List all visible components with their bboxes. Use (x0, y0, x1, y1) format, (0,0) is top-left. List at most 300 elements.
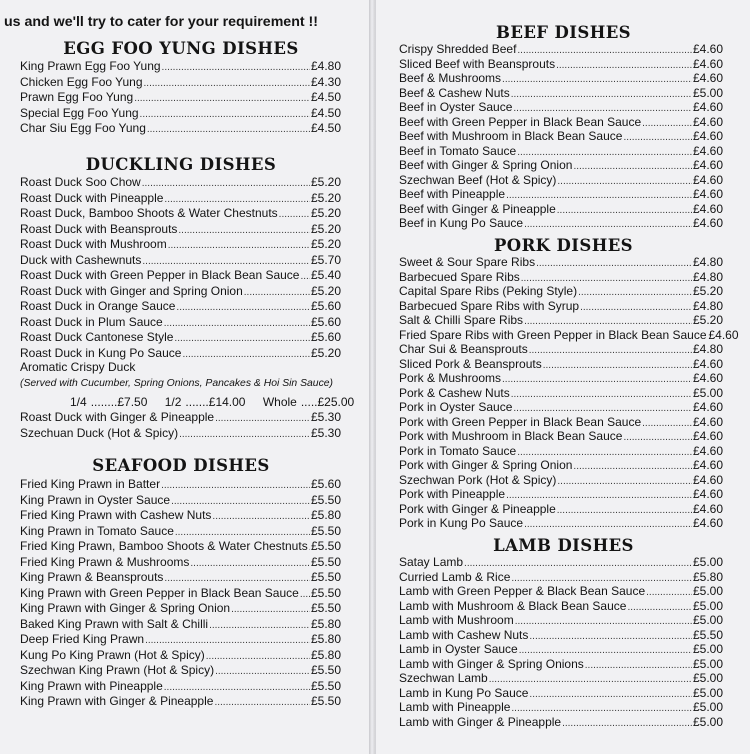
menu-item-name: King Prawn in Tomato Sauce (20, 523, 174, 538)
menu-item (399, 400, 723, 415)
menu-item (399, 216, 723, 231)
menu-item-name: King Prawn with Ginger & Spring Onion (20, 601, 231, 615)
menu-item (20, 237, 341, 253)
menu-item (20, 90, 341, 106)
menu-item (20, 555, 341, 571)
menu-item (20, 121, 341, 137)
dot-leader (502, 73, 692, 88)
menu-item-price: £5.20 (310, 283, 341, 298)
menu-item-name: Deep Fried King Prawn (20, 632, 145, 646)
menu-item-name: King Prawn with Green Pepper in Black Bean Sauce (20, 585, 299, 600)
menu-item (20, 59, 341, 75)
menu-item-name: Szechuan Duck (Hot & Spicy) (20, 425, 179, 440)
menu-item-name: Pork & Mushrooms (399, 371, 502, 385)
menu-item (399, 57, 723, 72)
menu-item (399, 371, 723, 386)
menu-item-price: £4.60 (692, 501, 723, 516)
dot-leader (557, 475, 692, 490)
menu-item (399, 327, 739, 343)
dot-leader (179, 427, 310, 443)
menu-item-name: Beef in Kung Po Sauce (399, 216, 524, 230)
menu-item-name: Char Sui & Beansprouts (399, 342, 528, 356)
menu-item (20, 617, 341, 633)
menu-item-price: £5.00 (692, 584, 723, 598)
menu-item-price: £4.60 (692, 42, 723, 56)
pork-list (399, 255, 739, 531)
menu-item-name: Barbecued Spare Ribs with Syrup (399, 298, 580, 313)
menu-item-price: £4.60 (692, 158, 723, 172)
dot-leader (573, 460, 692, 475)
dot-leader (215, 664, 310, 680)
menu-item-price: £4.60 (692, 129, 723, 143)
dot-leader (168, 238, 310, 254)
menu-item-name: Pork with Pineapple (399, 487, 506, 501)
menu-item-price: £5.50 (310, 663, 341, 677)
menu-item (399, 657, 723, 672)
menu-item-name: Pork with Ginger & Pineapple (399, 501, 556, 516)
dot-leader (279, 207, 310, 223)
menu-item-price: £5.80 (310, 616, 341, 631)
quarter-label: 1/4 (70, 395, 87, 409)
menu-item (399, 284, 723, 299)
menu-item (20, 663, 341, 679)
dot-leader (556, 59, 692, 74)
menu-item-name: Char Siu Egg Foo Yung (20, 121, 146, 135)
menu-item-price: £4.80 (692, 269, 723, 284)
dot-leader (212, 509, 310, 525)
menu-item (399, 700, 723, 715)
menu-item (20, 632, 341, 648)
menu-item (20, 346, 341, 362)
menu-item-price: £4.60 (692, 414, 723, 429)
dot-leader (524, 518, 692, 533)
menu-item-name: Special Egg Foo Yung (20, 105, 139, 120)
menu-item-name: Beef with Pineapple (399, 187, 506, 201)
menu-item (399, 313, 723, 328)
menu-item-name: King Prawn in Oyster Sauce (20, 492, 171, 507)
menu-item (399, 487, 723, 502)
menu-item-price: £5.20 (310, 345, 341, 360)
menu-item (20, 299, 341, 315)
menu-item-name: King Prawn with Ginger & Pineapple (20, 694, 214, 708)
menu-item-name: Baked King Prawn with Salt & Chilli (20, 616, 209, 631)
menu-item-price: £4.60 (692, 443, 723, 458)
menu-item (20, 191, 341, 207)
dot-leader (543, 359, 692, 374)
dot-leader (174, 331, 310, 347)
menu-item-name: Fried Spare Ribs with Green Pepper in Black Bean Sauce (399, 327, 707, 342)
menu-item (399, 71, 723, 86)
menu-item (20, 410, 341, 426)
menu-item (399, 173, 723, 188)
menu-item-price: £5.20 (310, 175, 341, 189)
dot-leader (140, 107, 310, 123)
menu-item-price: £5.00 (692, 656, 723, 671)
dot-leader (142, 176, 310, 192)
menu-item (399, 129, 723, 144)
menu-item-name: Lamb in Kung Po Sauce (399, 685, 529, 700)
menu-item-price: £5.50 (310, 678, 341, 693)
menu-item (399, 255, 723, 270)
menu-item-price: £5.00 (692, 555, 723, 569)
dot-leader (511, 88, 692, 103)
catering-banner: us and we'll try to cater for your requirement !! (4, 14, 318, 30)
menu-right-page (375, 0, 750, 754)
dot-leader (642, 417, 692, 432)
menu-item (399, 444, 723, 459)
menu-item (399, 187, 723, 202)
menu-item-name: Lamb with Green Pepper & Black Bean Sauce (399, 584, 646, 598)
menu-item-price: £5.00 (692, 85, 723, 100)
duckling-list (20, 175, 341, 361)
dot-leader (178, 223, 310, 239)
menu-item-name: Chicken Egg Foo Yung (20, 74, 143, 89)
menu-item-name: Fried King Prawn with Cashew Nuts (20, 508, 212, 522)
menu-item (20, 330, 341, 346)
menu-item-price: £5.20 (310, 190, 341, 205)
dot-leader (529, 688, 692, 703)
menu-item-price: £5.00 (692, 385, 723, 400)
menu-item (399, 473, 723, 488)
menu-item (20, 539, 341, 555)
menu-item-name: Roast Duck with Ginger & Pineapple (20, 410, 215, 424)
menu-item-price: £5.50 (310, 570, 341, 584)
menu-item-name: Roast Duck Cantonese Style (20, 330, 174, 344)
menu-item-price: £4.60 (692, 371, 723, 385)
menu-item (20, 315, 341, 331)
menu-item (20, 586, 341, 602)
seafood-title: SEAFOOD DISHES (92, 456, 270, 475)
pork-title: PORK DISHES (493, 236, 633, 255)
menu-item-name: Roast Duck, Bamboo Shoots & Water Chestnuts (20, 206, 278, 220)
dot-leader (171, 494, 310, 510)
menu-item (399, 555, 723, 570)
menu-item (399, 628, 723, 643)
menu-item-name: Beef & Mushrooms (399, 71, 502, 85)
menu-item-price: £4.60 (692, 143, 723, 158)
menu-item (20, 75, 341, 91)
menu-item-price: £5.50 (310, 694, 341, 708)
menu-item-price: £5.80 (692, 569, 723, 584)
menu-item-name: King Prawn Egg Foo Yung (20, 59, 161, 73)
menu-item-name: Pork & Cashew Nuts (399, 385, 510, 400)
menu-item-price: £5.60 (310, 330, 341, 344)
dot-leader (145, 633, 310, 649)
menu-item-name: Sliced Pork & Beansprouts (399, 356, 542, 371)
menu-item (399, 100, 723, 115)
menu-item-name: King Prawn with Pineapple (20, 678, 163, 693)
dot-leader (215, 411, 310, 427)
menu-item (399, 599, 723, 614)
menu-item-name: Beef in Tomato Sauce (399, 143, 517, 158)
menu-item (399, 613, 723, 628)
menu-item-name: Szechwan Pork (Hot & Spicy) (399, 472, 557, 487)
dot-leader (164, 571, 310, 587)
menu-item (399, 386, 723, 401)
menu-item-price: £5.60 (310, 314, 341, 329)
menu-item-name: Beef with Green Pepper in Black Bean Sauce (399, 114, 642, 129)
menu-item (20, 570, 341, 586)
menu-item-name: Satay Lamb (399, 555, 464, 569)
menu-item-name: Szechwan Lamb (399, 671, 488, 685)
menu-item-name: Lamb with Mushroom & Black Bean Sauce (399, 598, 627, 613)
menu-item (20, 175, 341, 191)
menu-item-name: Capital Spare Ribs (Peking Style) (399, 284, 578, 298)
menu-item-name: Beef with Mushroom in Black Bean Sauce (399, 129, 623, 143)
menu-item (20, 284, 341, 300)
dot-leader (164, 316, 310, 332)
half-price: £14.00 (208, 395, 246, 409)
dot-leader (162, 60, 310, 76)
dot-leader (209, 618, 310, 634)
dot-leader (175, 525, 310, 541)
quarter-price: £7.50 (117, 395, 148, 409)
menu-item-name: Szechwan King Prawn (Hot & Spicy) (20, 663, 215, 677)
menu-item-name: Roast Duck with Beansprouts (20, 221, 178, 236)
menu-item-price: £5.70 (310, 252, 341, 267)
menu-item-name: Roast Duck in Orange Sauce (20, 299, 176, 313)
aromatic-duck-block (20, 360, 341, 376)
menu-item-name: Roast Duck in Plum Sauce (20, 314, 163, 329)
lamb-list (399, 555, 723, 729)
whole-price: £25.00 (317, 395, 355, 409)
menu-item-price: £4.60 (692, 472, 723, 487)
menu-item-price: £4.80 (310, 59, 341, 73)
dot-leader (164, 680, 310, 696)
menu-item-price: £5.00 (692, 714, 723, 729)
menu-item-price: £5.80 (310, 632, 341, 646)
dot-leader (164, 192, 310, 208)
menu-item (20, 524, 341, 540)
menu-item (399, 415, 723, 430)
dot-leader (573, 160, 692, 175)
menu-item-price: £4.60 (692, 100, 723, 114)
dot-leader (623, 431, 692, 446)
menu-item-name: Pork with Mushroom in Black Bean Sauce (399, 429, 623, 443)
menu-item-name: Roast Duck with Green Pepper in Black Bean Sauce (20, 268, 300, 282)
menu-item-price: £5.30 (310, 425, 341, 440)
menu-item-name: Fried King Prawn, Bamboo Shoots & Water Chestnuts (20, 539, 308, 553)
menu-item (20, 106, 341, 122)
menu-item (399, 158, 723, 173)
aromatic-duck-note: (Served with Cucumber, Spring Onions, Pancakes & Hoi Sin Sauce) (20, 378, 334, 389)
whole-label: Whole (262, 395, 297, 409)
menu-item (399, 270, 723, 285)
menu-item-price: £5.40 (310, 268, 341, 282)
menu-item-name: Lamb with Ginger & Pineapple (399, 714, 562, 729)
menu-item-price: £4.60 (692, 429, 723, 443)
dot-leader (214, 695, 310, 711)
menu-item-name: Roast Duck in Kung Po Sauce (20, 345, 182, 360)
menu-item-price: £5.00 (692, 700, 723, 714)
dot-leader (309, 540, 310, 556)
menu-item (399, 299, 723, 314)
menu-item-price: £5.00 (692, 671, 723, 685)
menu-item-price: £4.60 (692, 187, 723, 201)
menu-item-price: £5.30 (310, 410, 341, 424)
menu-item (20, 253, 341, 269)
menu-item-price: £5.80 (310, 647, 341, 662)
menu-item-price: £4.60 (708, 327, 739, 342)
menu-item-name: Pork with Green Pepper in Black Bean Sauce (399, 414, 642, 429)
dot-leader (244, 285, 310, 301)
dot-leader (206, 649, 310, 665)
dot-leader (529, 630, 692, 645)
dot-leader (144, 76, 310, 92)
menu-item-name: Pork in Oyster Sauce (399, 400, 513, 414)
aromatic-duck-name: Aromatic Crispy Duck (20, 360, 136, 374)
menu-item-price: £5.50 (310, 585, 341, 600)
dot-leader (502, 373, 692, 388)
seafood-list (20, 477, 341, 710)
menu-item (20, 268, 341, 284)
menu-item (399, 642, 723, 657)
menu-item (20, 679, 341, 695)
menu-item (399, 342, 723, 357)
menu-item-price: £4.60 (692, 458, 723, 472)
menu-item-name: Sliced Beef with Beansprouts (399, 56, 556, 71)
menu-item-price: £5.00 (692, 613, 723, 627)
menu-item-name: Sweet & Sour Spare Ribs (399, 255, 536, 269)
menu-item-price: £5.50 (310, 492, 341, 507)
menu-item-price: £4.60 (692, 487, 723, 501)
dot-leader (642, 117, 692, 132)
menu-item (399, 86, 723, 101)
menu-item-price: £4.60 (692, 356, 723, 371)
menu-item (399, 357, 723, 372)
menu-item-price: £5.20 (310, 206, 341, 220)
menu-item (399, 516, 723, 531)
dot-leader (627, 601, 692, 616)
menu-item (399, 429, 723, 444)
menu-item (399, 458, 723, 473)
menu-item-name: Pork with Ginger & Spring Onion (399, 458, 573, 472)
menu-item-price: £4.50 (310, 121, 341, 135)
menu-item (399, 584, 723, 599)
dot-leader (623, 131, 692, 146)
dot-leader (300, 269, 309, 285)
menu-item-name: Lamb with Cashew Nuts (399, 627, 529, 642)
dot-leader (557, 204, 692, 219)
menu-item-name: Roast Duck with Pineapple (20, 190, 164, 205)
menu-item-name: Barbecued Spare Ribs (399, 269, 520, 284)
menu-item-price: £5.20 (692, 284, 723, 298)
menu-item-price: £4.60 (692, 172, 723, 187)
menu-item (20, 493, 341, 509)
menu-item-name: Roast Duck Soo Chow (20, 175, 141, 189)
menu-item-price: £5.20 (310, 221, 341, 236)
menu-item (20, 648, 341, 664)
dot-leader (300, 587, 310, 603)
menu-item (20, 206, 341, 222)
menu-item (20, 694, 341, 710)
menu-item (399, 144, 723, 159)
menu-item-price: £4.80 (692, 342, 723, 356)
dot-leader (646, 586, 692, 601)
egg-foo-yung-title: EGG FOO YUNG DISHES (63, 39, 299, 58)
dot-leader (142, 254, 310, 270)
duckling-list-extra (20, 410, 341, 441)
dot-leader (529, 344, 692, 359)
menu-item-price: £5.00 (692, 642, 723, 656)
dot-leader (562, 717, 692, 732)
menu-item (20, 477, 341, 493)
dot-leader (161, 478, 310, 494)
menu-item-name: Lamb with Ginger & Spring Onions (399, 656, 584, 671)
dot-leader (557, 175, 692, 190)
menu-item-name: Kung Po King Prawn (Hot & Spicy) (20, 647, 205, 662)
menu-item-name: Pork in Kung Po Sauce (399, 516, 524, 530)
menu-item (399, 671, 723, 686)
menu-item (20, 601, 341, 617)
dot-leader (147, 122, 310, 138)
menu-item-name: Prawn Egg Foo Yung (20, 90, 134, 104)
menu-item-price: £4.30 (310, 74, 341, 89)
menu-item-price: £4.50 (310, 105, 341, 120)
menu-item-name: Pork in Tomato Sauce (399, 443, 517, 458)
menu-item-price: £5.50 (310, 554, 341, 569)
menu-item-price: £4.50 (310, 90, 341, 104)
menu-item-price: £4.80 (692, 298, 723, 313)
menu-item-price: £4.60 (692, 400, 723, 414)
menu-item (20, 426, 341, 442)
menu-item-name: Fried King Prawn in Batter (20, 477, 161, 491)
menu-item-price: £5.50 (310, 539, 341, 553)
menu-item-name: Duck with Cashewnuts (20, 252, 142, 267)
dot-leader (536, 257, 692, 272)
menu-item-price: £5.20 (692, 313, 723, 327)
menu-item-price: £4.60 (692, 71, 723, 85)
menu-item-price: £4.60 (692, 114, 723, 129)
menu-item-name: Curried Lamb & Rice (399, 569, 511, 584)
dot-leader (515, 615, 692, 630)
menu-item-price: £5.20 (310, 237, 341, 251)
duckling-title: DUCKLING DISHES (85, 155, 277, 174)
egg-foo-yung-list (20, 59, 341, 137)
menu-item-name: Lamb with Pineapple (399, 700, 511, 714)
menu-item (399, 202, 723, 217)
lamb-title: LAMB DISHES (493, 536, 634, 555)
dot-leader (524, 218, 692, 233)
menu-item-price: £4.80 (692, 255, 723, 269)
menu-item-name: Lamb with Mushroom (399, 613, 514, 627)
menu-item-name: Beef with Ginger & Spring Onion (399, 158, 573, 172)
menu-item-price: £5.80 (310, 508, 341, 522)
menu-item-price: £4.60 (692, 216, 723, 230)
menu-item-price: £5.60 (310, 477, 341, 491)
menu-item-name: Roast Duck with Ginger and Spring Onion (20, 283, 243, 298)
menu-item-name: Fried King Prawn & Mushrooms (20, 554, 190, 569)
menu-item (399, 115, 723, 130)
menu-item (399, 686, 723, 701)
menu-item-price: £5.50 (692, 627, 723, 642)
dot-leader (511, 388, 692, 403)
menu-item-name: Roast Duck with Mushroom (20, 237, 167, 251)
menu-item (399, 715, 723, 730)
menu-item-price: £5.50 (310, 601, 341, 615)
menu-item-price: £4.60 (692, 56, 723, 71)
dot-leader (580, 301, 692, 316)
menu-left-page (0, 0, 370, 754)
menu-item-price: £5.00 (692, 685, 723, 700)
menu-item (399, 502, 723, 517)
dot-leader (231, 602, 310, 618)
menu-item-price: £5.60 (310, 299, 341, 313)
aromatic-duck-portions: 1/4 ........£7.50 1/2 .......£14.00 Whole .....£25.00 (70, 395, 355, 409)
menu-item-price: £5.00 (692, 598, 723, 613)
menu-item-name: Beef & Cashew Nuts (399, 85, 510, 100)
menu-item-name: Beef in Oyster Sauce (399, 100, 513, 114)
